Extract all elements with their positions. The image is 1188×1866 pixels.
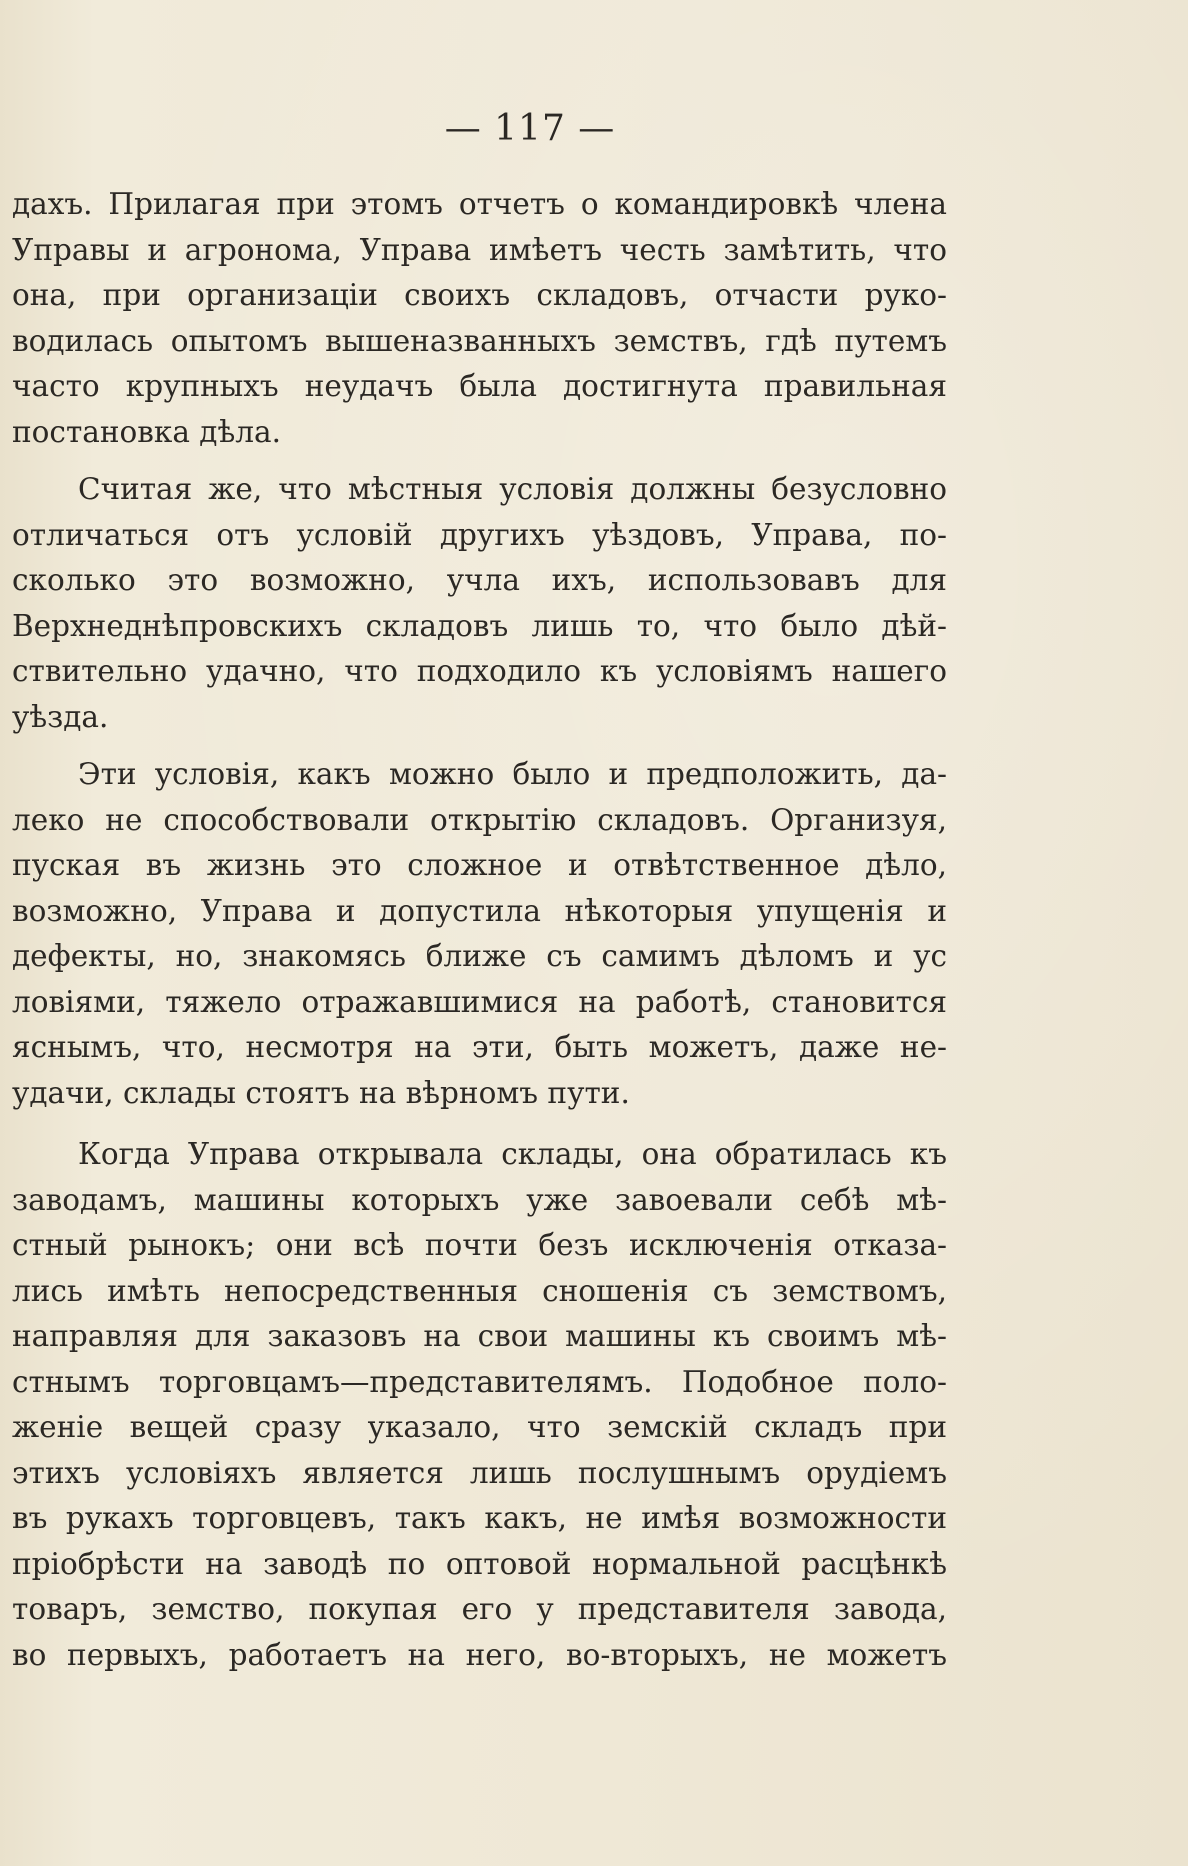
text-line: Верхнеднѣпровскихъ складовъ лишь то, что было дѣй- bbox=[12, 608, 947, 643]
text-line: товаръ, земство, покупая его у представителя завода, bbox=[12, 1592, 947, 1626]
text-line: пріобрѣсти на заводѣ по оптовой нормальной расцѣнкѣ bbox=[12, 1546, 947, 1581]
text-line: она, при организаціи своихъ складовъ, отчасти руко- bbox=[12, 278, 947, 312]
text-line: ловіями, тяжело отражавшимися на работѣ, становится bbox=[12, 984, 947, 1019]
text-line: Эти условія, какъ можно было и предположить, да- bbox=[78, 757, 947, 791]
text-line: дефекты, но, знакомясь ближе съ самимъ дѣломъ и ус bbox=[12, 939, 947, 973]
text-line: отличаться отъ условій другихъ уѣздовъ, Управа, по- bbox=[12, 517, 947, 552]
text-line: Когда Управа открывала склады, она обратилась къ bbox=[78, 1137, 947, 1171]
body-text bbox=[12, 182, 947, 1678]
text-line: постановка дѣла. bbox=[12, 414, 281, 449]
text-line: ствительно удачно, что подходило къ условіямъ нашего bbox=[12, 654, 947, 688]
text-line: въ рукахъ торговцевъ, такъ какъ, не имѣя возможности bbox=[12, 1501, 947, 1535]
text-line: лись имѣть непосредственныя сношенія съ земствомъ, bbox=[12, 1273, 947, 1308]
text-line: пуская въ жизнь это сложное и отвѣтственное дѣло, bbox=[12, 848, 947, 882]
text-line: этихъ условіяхъ является лишь послушнымъ орудіемъ bbox=[12, 1455, 947, 1490]
paragraph bbox=[12, 1132, 947, 1678]
text-line: уѣзда. bbox=[12, 699, 109, 734]
text-line: леко не способствовали открытію складовъ. Организуя, bbox=[12, 802, 947, 837]
text-line: стнымъ торговцамъ—представителямъ. Подобное поло- bbox=[12, 1364, 947, 1399]
text-line: дахъ. Прилагая при этомъ отчетъ о командировкѣ члена bbox=[12, 187, 947, 221]
text-line: возможно, Управа и допустила нѣкоторыя упущенія и bbox=[12, 893, 947, 928]
page-number: — 117 — bbox=[444, 108, 616, 149]
text-line: стный рынокъ; они всѣ почти безъ исключенія отказа- bbox=[12, 1228, 947, 1262]
text-line: Считая же, что мѣстныя условія должны безусловно bbox=[78, 472, 947, 506]
text-line: яснымъ, что, несмотря на эти, быть можетъ, даже не- bbox=[12, 1030, 947, 1064]
text-line: направляя для заказовъ на свои машины къ своимъ мѣ- bbox=[12, 1319, 947, 1353]
text-line: во первыхъ, работаетъ на него, во-вторыхъ, не можетъ bbox=[12, 1637, 947, 1672]
text-line: часто крупныхъ неудачъ была достигнута правильная bbox=[12, 369, 947, 403]
text-line: удачи, склады стоятъ на вѣрномъ пути. bbox=[12, 1075, 630, 1110]
text-line: женіе вещей сразу указало, что земскій складъ при bbox=[12, 1410, 947, 1444]
paragraph bbox=[12, 752, 947, 1116]
text-line: водилась опытомъ вышеназванныхъ земствъ, гдѣ путемъ bbox=[12, 323, 947, 358]
text-line: Управы и агронома, Управа имѣетъ честь замѣтить, что bbox=[12, 232, 947, 267]
text-line: сколько это возможно, учла ихъ, использовавъ для bbox=[12, 563, 947, 597]
paragraph bbox=[12, 182, 947, 455]
text-line: заводамъ, машины которыхъ уже завоевали себѣ мѣ- bbox=[12, 1182, 947, 1217]
paragraph bbox=[12, 467, 947, 740]
